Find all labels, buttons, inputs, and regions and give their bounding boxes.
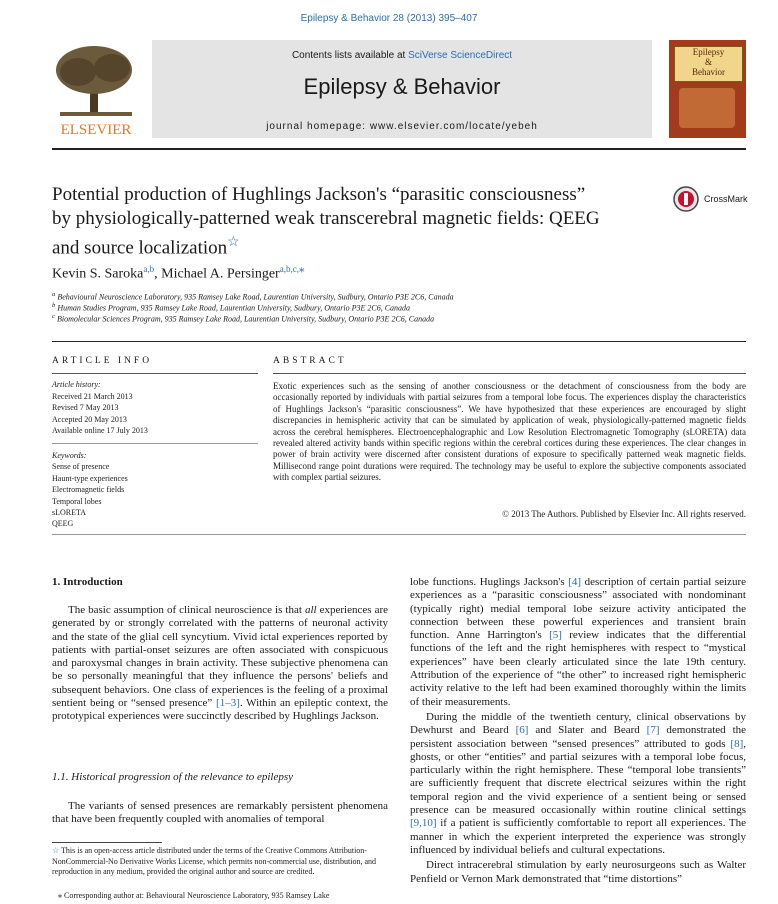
- crossmark-badge[interactable]: [673, 186, 753, 216]
- received-date: Received 21 March 2013: [52, 392, 133, 401]
- keywords-rule: [52, 443, 258, 444]
- abstract-heading: ABSTRACT: [273, 356, 347, 366]
- affiliation-b: [52, 302, 410, 313]
- crossmark-icon: [673, 186, 699, 212]
- author-2[interactable]: Michael A. Persinger: [161, 266, 280, 282]
- history-label: Article history:: [52, 380, 101, 389]
- right-paragraph-3: Direct intracerebral stimulation by early neurosurgeons such as Walter Penfield or Vernon Mark demonstrated that “time distortions”: [410, 859, 746, 885]
- author-1-affil[interactable]: a,b: [143, 264, 155, 274]
- article-info-rule: [52, 373, 258, 374]
- intro-text: The basic assumption of clinical neuroscience is that: [68, 604, 305, 616]
- title-line-2: by physiologically-patterned weak transcerebral magnetic fields: QEEG: [52, 208, 600, 229]
- affil-mark: a: [52, 291, 56, 298]
- abstract-rule: [273, 373, 746, 374]
- affil-text: Human Studies Program, 935 Ramsey Lake Road, Laurentian University, Sudbury, Ontario P3E 2C6, Canada: [57, 303, 411, 313]
- body-text: lobe functions. Huglings Jackson's: [410, 576, 569, 588]
- intro-paragraph: [52, 604, 388, 724]
- body-text: During the middle of the twentieth century, clinical observations by Dewhurst and Beard: [410, 710, 746, 737]
- revised-date: Revised 7 May 2013: [52, 403, 119, 412]
- affil-mark: c: [52, 313, 55, 320]
- cover-title-2: &: [704, 57, 712, 67]
- author-1[interactable]: Kevin S. Saroka: [52, 266, 144, 282]
- footnote-rule: [52, 842, 162, 843]
- footnote-mark: ⁎: [58, 891, 62, 900]
- cover-title-3: Behavior: [692, 67, 725, 77]
- intro-text: experiences are generated by or strongly correlated with the patterns of neuronal activity and the state of the glial cell syncytium. Vivid ictal experiences reported by patients with partial-onset seizures are often associated with conspicuous and paroxysmal changes in brain activity. These subjective phenomena can be so personally meaningful that they influence the persons' beliefs and subsequent behaviors. One class of experiences is the feeling of a proximal sentient being or “sensed presence”: [52, 604, 389, 710]
- title-star-link[interactable]: ☆: [227, 235, 240, 250]
- citation-link[interactable]: [5]: [549, 629, 562, 642]
- footnote-open-access: [52, 846, 388, 878]
- subsection-paragraph: The variants of sensed presences are remarkably persistent phenomena that have been frequently coupled with anomalies of temporal: [52, 800, 388, 826]
- body-text: and Slater and Beard: [528, 724, 647, 737]
- keyword: QEEG: [52, 519, 74, 528]
- contents-prefix: Contents lists available at: [291, 50, 409, 61]
- article-info-heading: ARTICLE INFO: [52, 356, 153, 366]
- author-2-affil[interactable]: a,b,c,: [279, 264, 299, 274]
- intro-text: . Within an epileptic context, the prototypical experiences were succinctly described by Hughlings Jackson.: [52, 697, 388, 723]
- subsection-heading: 1.1. Historical progression of the relevance to epilepsy: [52, 771, 294, 783]
- citation-link[interactable]: [4]: [568, 576, 582, 588]
- elsevier-wordmark: ELSEVIER: [60, 122, 132, 138]
- crossmark-label: CrossMark: [704, 194, 748, 204]
- footnote-corresponding: [58, 891, 388, 902]
- accepted-date: Accepted 20 May 2013: [52, 415, 127, 424]
- body-text: if a patient is sufficiently comfortable to report all experiences. The manner in which the experient interpreted the experience was strongly influenced by individual beliefs and cultural expectations.: [410, 817, 746, 856]
- elsevier-tree-logo: [50, 42, 142, 138]
- cover-title-1: Epilepsy: [692, 47, 725, 57]
- affiliation-a: [52, 291, 454, 302]
- author-list: [52, 262, 304, 283]
- affiliation-c: [52, 313, 434, 324]
- affiliation-rule: [52, 341, 746, 342]
- abstract-text: Exotic experiences such as the sensing of another consciousness or the detachment of consciousness from the body are occasionally reported by individuals with partial seizures from a temporal lobe focus. The experiences display the characteristics of Hughlings Jackson's “parasitic consciousness”. We have hypothesized that these experiences are encouraged by slight discrepancies in hemispheric activity that can be simulated by application of weak, physiologically-patterned magnetic fields across the cerebral hemispheres. Electroencephalographic and Low Resolution Electromagnetic Tomography (sLORETA) data revealed altered activity bands within specific regions within the cerebral cortices during these experiences. The clear changes in power of brain activity were discerned after consistent durations of exposure to specifically patterned weak magnetic fields. Millisecond range point durations were required. The technology may be useful to explore the subjective components associated with complex partial seizures.: [273, 381, 746, 483]
- footnote-star-mark[interactable]: ☆: [52, 846, 60, 855]
- affil-text: Biomolecular Sciences Program, 935 Ramsey Lake Road, Laurentian University, Sudbury, Ontario P3E 2C6, Canada: [56, 314, 435, 324]
- footnote-text: This is an open-access article distributed under the terms of the Creative Commons Attribution-NonCommercial-No Derivative Works License, which permits non-commercial use, distribution, and reproduction in any medium, provided the original author and source are credited.: [52, 846, 377, 876]
- citation-link[interactable]: [9,10]: [410, 817, 437, 830]
- body-text: review indicates that the differential functions of the left and the right hemispheres with respect to “mystical experiences” have been clearly articulated since the late 19th century. Attribution of the experience of “the other” to increased right hemispheric activity relative to the left had been examined thoroughly within the limits of their measurements.: [410, 629, 747, 708]
- keyword: Electromagnetic fields: [52, 485, 125, 494]
- citation-link[interactable]: [7]: [646, 724, 660, 737]
- section-heading-introduction: 1. Introduction: [52, 576, 123, 588]
- cover-illustration: [679, 88, 735, 128]
- keyword: sLORETA: [52, 508, 87, 517]
- body-text: , ghosts, or other “entities” and partial seizures with a temporal lobe focus, particularly within the right hemisphere. These “temporal lobe transients” are sufficiently frequent that discrete electrical seizures within the right temporal region and the vivid experience of a sentient being or sensed presence can be measured occasionally within routine clinical settings: [410, 737, 746, 817]
- online-date: Available online 17 July 2013: [52, 426, 148, 435]
- right-paragraph-1: [410, 576, 746, 709]
- sciencedirect-link[interactable]: SciVerse ScienceDirect: [408, 50, 513, 61]
- keyword: Haunt-type experiences: [52, 474, 128, 483]
- citation-link[interactable]: [8]: [730, 737, 744, 750]
- title-line-1: Potential production of Hughlings Jackson's “parasitic consciousness”: [52, 184, 586, 205]
- journal-cover[interactable]: [669, 40, 746, 138]
- contents-line: [152, 50, 652, 61]
- right-paragraph-2: [410, 711, 746, 857]
- copyright-line: © 2013 The Authors. Published by Elsevier Inc. All rights reserved.: [502, 509, 746, 519]
- journal-title: Epilepsy & Behavior: [303, 74, 501, 99]
- corresponding-author-mark[interactable]: ⁎: [298, 263, 305, 275]
- keyword: Temporal lobes: [52, 497, 102, 506]
- header-rule: [52, 148, 746, 150]
- keywords-label: Keywords:: [52, 451, 87, 460]
- citation-link[interactable]: [6]: [515, 724, 529, 737]
- citation-link[interactable]: [1–3]: [216, 697, 240, 710]
- title-line-3: and source localization: [52, 237, 228, 259]
- intro-emphasis: all: [304, 604, 317, 616]
- abstract-end-rule: [52, 534, 746, 535]
- body-text: demonstrated the persistent association between “sensed presences” attributed to gods: [410, 724, 747, 750]
- author-separator: ,: [154, 266, 162, 282]
- journal-homepage[interactable]: journal homepage: www.elsevier.com/locate/yebeh: [266, 121, 538, 132]
- body-text: description of certain partial seizure experiences as a “parasitic consciousness” associated with nondominant (typically right) medial temporal lobe seizure activity anticipated the connection between these powerful experiences and transient brain function. Anne Harrington's: [410, 576, 746, 642]
- affil-text: Behavioural Neuroscience Laboratory, 935 Ramsey Lake Road, Laurentian University, Sudbury, Ontario P3E 2C6, Canada: [57, 292, 454, 302]
- affil-mark: b: [52, 302, 56, 309]
- right-column: [410, 576, 746, 886]
- keyword: Sense of presence: [52, 462, 110, 471]
- paper-title: [52, 183, 652, 260]
- footnote-text: Corresponding author at: Behavioural Neuroscience Laboratory, 935 Ramsey Lake: [64, 891, 330, 900]
- journal-reference[interactable]: Epilepsy & Behavior 28 (2013) 395–407: [300, 13, 478, 24]
